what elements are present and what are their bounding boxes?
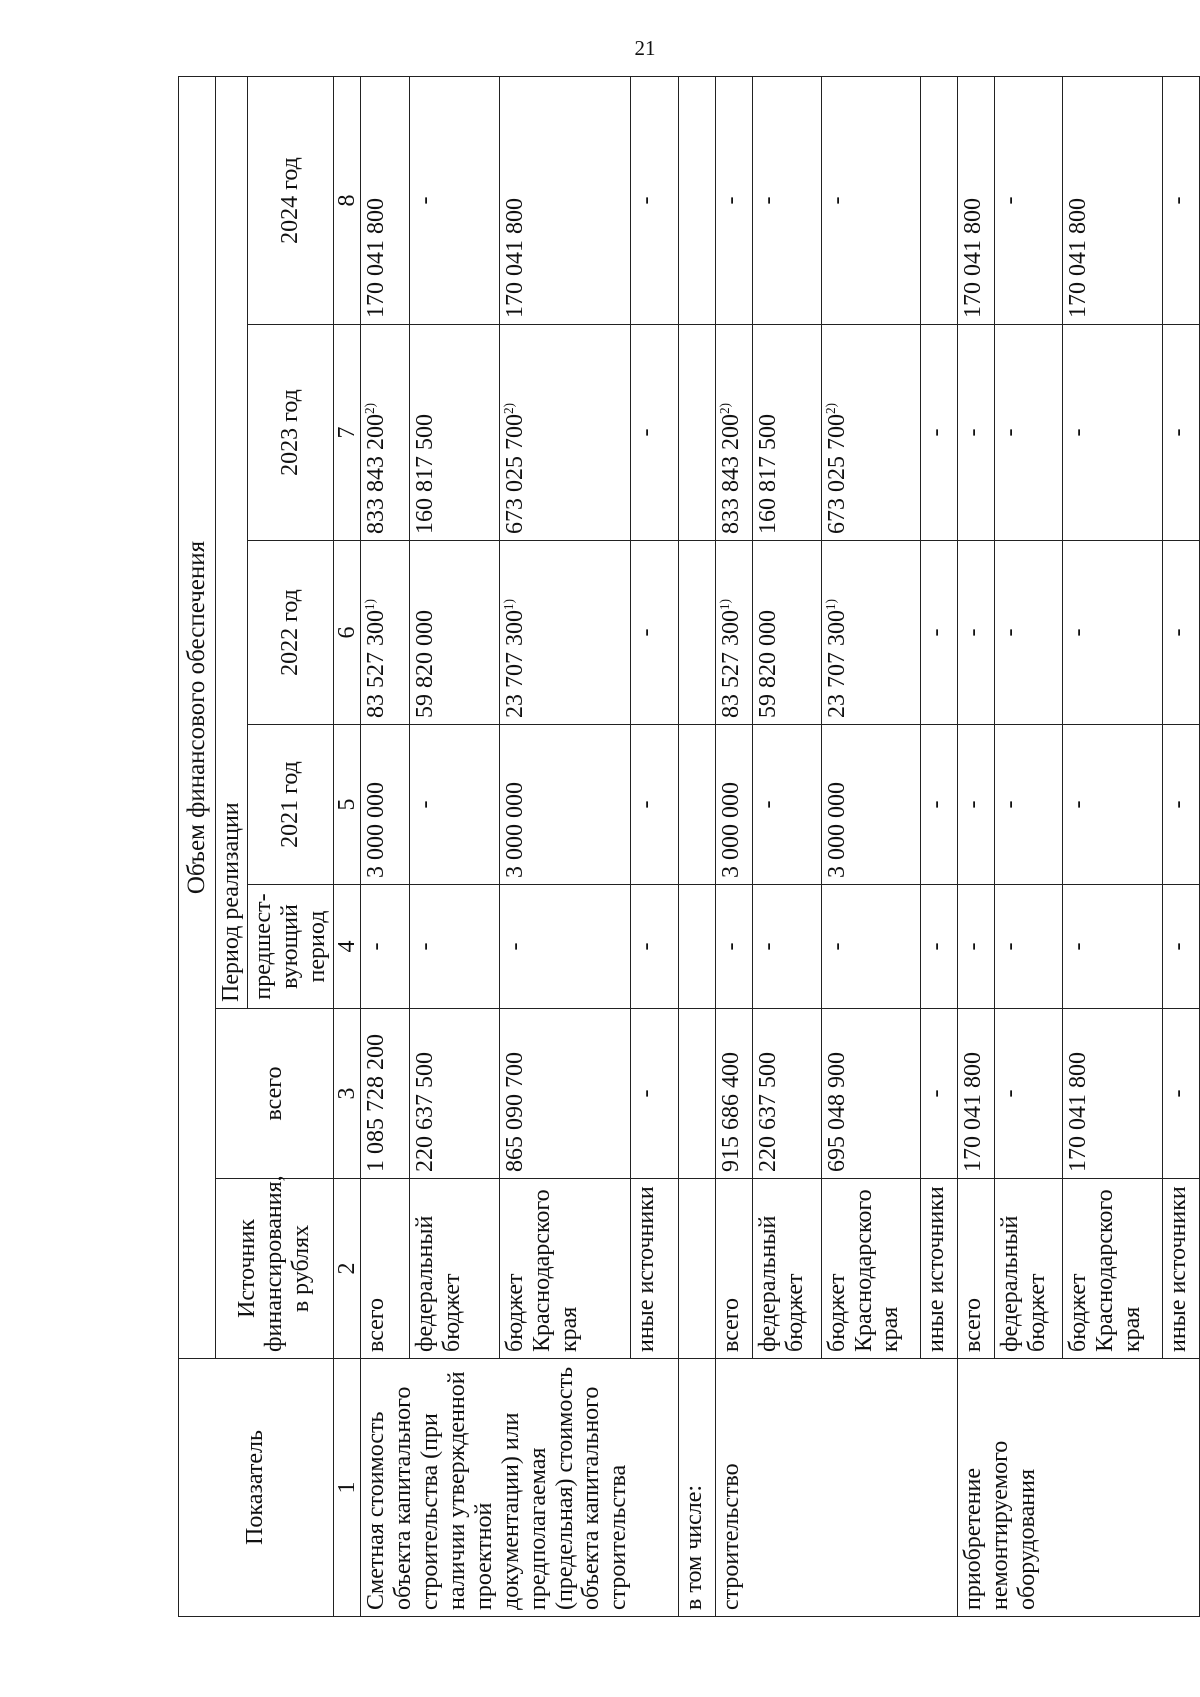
y2023-cell: [716, 325, 753, 541]
cell-value: -: [718, 942, 745, 951]
y2024-cell: [921, 76, 958, 324]
source-cell: иные источники: [1162, 1179, 1199, 1359]
header-previous: предшест-вующий период: [247, 885, 333, 1009]
cell-value: -: [1164, 800, 1191, 809]
cell-value: -: [412, 942, 439, 951]
source-cell: федеральный бюджет: [753, 1179, 821, 1359]
cell-value: -: [923, 942, 950, 951]
cell-value: -: [923, 628, 950, 637]
y2022-cell: [410, 541, 500, 725]
cell-value: 170 041 800: [363, 198, 390, 318]
prev-cell: [958, 885, 995, 1009]
cell-value: -: [412, 800, 439, 809]
cell-value: -: [960, 428, 987, 437]
indicator-cell: строительство: [716, 1359, 958, 1617]
financing-table: [178, 76, 1200, 1617]
empty-cell: [679, 1009, 716, 1179]
cell-value: -: [1065, 628, 1092, 637]
cell-value: -: [363, 942, 390, 951]
cell-value: -: [1164, 196, 1191, 205]
y2023-cell: [821, 325, 920, 541]
footnote-mark: 2): [362, 403, 378, 414]
y2023-cell: [410, 325, 500, 541]
y2024-cell: [753, 76, 821, 324]
cell-value: -: [960, 800, 987, 809]
table-row: [958, 76, 995, 1616]
source-cell: бюджет Краснодарского края: [499, 1179, 630, 1359]
y2021-cell: [716, 725, 753, 885]
cell-value: 220 637 500: [412, 1052, 439, 1172]
prev-cell: [753, 885, 821, 1009]
y2023-cell: [753, 325, 821, 541]
y2024-cell: [958, 76, 995, 324]
footnote-mark: 1): [822, 599, 838, 610]
y2024-cell: [630, 76, 679, 324]
cell-value: -: [718, 196, 745, 205]
cell-value: -: [632, 942, 659, 951]
indicator-cell: Сметная стоимость объекта капитального строительства (при наличии утвержденной проектной документации) или предполагаемая (предельная) стоимость объекта капитального строительства: [361, 1359, 679, 1617]
y2021-cell: [1162, 725, 1199, 885]
prev-cell: [630, 885, 679, 1009]
cell-value: 833 843 200: [363, 414, 390, 534]
y2023-cell: [958, 325, 995, 541]
header-title: Объем финансового обеспечения: [179, 76, 216, 1358]
cell-value: -: [960, 942, 987, 951]
cell-value: -: [1065, 942, 1092, 951]
prev-cell: [410, 885, 500, 1009]
cell-value: -: [632, 1089, 659, 1098]
cell-value: -: [997, 942, 1024, 951]
total-cell: [716, 1009, 753, 1179]
empty-cell: [679, 76, 716, 324]
column-index: 2: [333, 1179, 361, 1359]
y2022-cell: [716, 541, 753, 725]
y2024-cell: [499, 76, 630, 324]
source-cell: иные источники: [921, 1179, 958, 1359]
cell-value: 3 000 000: [823, 782, 850, 878]
source-cell: иные источники: [630, 1179, 679, 1359]
cell-value: -: [997, 428, 1024, 437]
header-2021: 2021 год: [247, 725, 333, 885]
cell-value: 59 820 000: [412, 610, 439, 718]
column-index: 1: [333, 1359, 361, 1617]
total-cell: [995, 1009, 1063, 1179]
cell-value: -: [1164, 428, 1191, 437]
cell-value: 3 000 000: [501, 782, 528, 878]
y2021-cell: [995, 725, 1063, 885]
y2021-cell: [630, 725, 679, 885]
cell-value: -: [1164, 942, 1191, 951]
cell-value: -: [1164, 1089, 1191, 1098]
cell-value: -: [755, 800, 782, 809]
cell-value: 170 041 800: [1065, 198, 1092, 318]
table-row: [716, 76, 753, 1616]
source-cell: всего: [958, 1179, 995, 1359]
cell-value: -: [501, 942, 528, 951]
header-period: Период реализации: [216, 76, 248, 1008]
y2022-cell: [1162, 541, 1199, 725]
cell-value: -: [1065, 800, 1092, 809]
table-body: [361, 76, 1200, 1616]
prev-cell: [716, 885, 753, 1009]
table-row: [679, 76, 716, 1616]
prev-cell: [995, 885, 1063, 1009]
source-cell: федеральный бюджет: [410, 1179, 500, 1359]
cell-value: -: [997, 800, 1024, 809]
financing-table-rotated: [178, 77, 1200, 1617]
y2021-cell: [499, 725, 630, 885]
y2021-cell: [1063, 725, 1162, 885]
column-index: 3: [333, 1009, 361, 1179]
column-index: 4: [333, 885, 361, 1009]
empty-cell: [679, 325, 716, 541]
page-number: 21: [634, 36, 656, 60]
header-total: всего: [216, 1009, 334, 1179]
y2024-cell: [995, 76, 1063, 324]
cell-value: 915 686 400: [718, 1052, 745, 1172]
total-cell: [753, 1009, 821, 1179]
y2024-cell: [1162, 76, 1199, 324]
cell-value: -: [997, 628, 1024, 637]
y2022-cell: [499, 541, 630, 725]
header-source: Источник финансирования, в рублях: [216, 1179, 334, 1359]
cell-value: 83 527 300: [718, 610, 745, 718]
cell-value: -: [1065, 428, 1092, 437]
cell-value: 673 025 700: [823, 414, 850, 534]
y2022-cell: [921, 541, 958, 725]
cell-value: -: [823, 196, 850, 205]
cell-value: 23 707 300: [501, 610, 528, 718]
cell-value: 695 048 900: [823, 1052, 850, 1172]
y2023-cell: [361, 325, 410, 541]
y2021-cell: [361, 725, 410, 885]
cell-value: -: [923, 428, 950, 437]
cell-value: -: [755, 196, 782, 205]
header-2023: 2023 год: [247, 325, 333, 541]
y2021-cell: [958, 725, 995, 885]
total-cell: [1063, 1009, 1162, 1179]
y2022-cell: [630, 541, 679, 725]
y2023-cell: [995, 325, 1063, 541]
y2023-cell: [630, 325, 679, 541]
footnote-mark: 1): [500, 599, 516, 610]
cell-value: 160 817 500: [412, 414, 439, 534]
y2024-cell: [361, 76, 410, 324]
cell-value: 3 000 000: [718, 782, 745, 878]
column-index-row: [333, 76, 361, 1616]
header-2024: 2024 год: [247, 76, 333, 324]
y2023-cell: [499, 325, 630, 541]
total-cell: [921, 1009, 958, 1179]
cell-value: 170 041 800: [1065, 1052, 1092, 1172]
y2022-cell: [821, 541, 920, 725]
empty-cell: [679, 1179, 716, 1359]
cell-value: -: [632, 628, 659, 637]
cell-value: -: [632, 196, 659, 205]
source-cell: федеральный бюджет: [995, 1179, 1063, 1359]
cell-value: -: [823, 942, 850, 951]
cell-value: -: [412, 196, 439, 205]
y2022-cell: [958, 541, 995, 725]
total-cell: [821, 1009, 920, 1179]
y2022-cell: [753, 541, 821, 725]
source-cell: бюджет Краснодарского края: [821, 1179, 920, 1359]
footnote-mark: 2): [822, 403, 838, 414]
y2021-cell: [753, 725, 821, 885]
prev-cell: [361, 885, 410, 1009]
prev-cell: [1063, 885, 1162, 1009]
table-row: [361, 76, 410, 1616]
column-index: 8: [333, 76, 361, 324]
column-index: 7: [333, 325, 361, 541]
cell-value: 59 820 000: [755, 610, 782, 718]
source-cell: бюджет Краснодарского края: [1063, 1179, 1162, 1359]
column-index: 6: [333, 541, 361, 725]
cell-value: 673 025 700: [501, 414, 528, 534]
cell-value: -: [632, 800, 659, 809]
prev-cell: [921, 885, 958, 1009]
y2023-cell: [921, 325, 958, 541]
footnote-mark: 1): [362, 599, 378, 610]
total-cell: [361, 1009, 410, 1179]
cell-value: 833 843 200: [718, 414, 745, 534]
total-cell: [958, 1009, 995, 1179]
cell-value: -: [960, 628, 987, 637]
cell-value: 170 041 800: [501, 198, 528, 318]
cell-value: 220 637 500: [755, 1052, 782, 1172]
y2022-cell: [995, 541, 1063, 725]
total-cell: [630, 1009, 679, 1179]
cell-value: -: [997, 196, 1024, 205]
footnote-mark: 1): [717, 599, 733, 610]
source-cell: всего: [361, 1179, 410, 1359]
cell-value: -: [632, 428, 659, 437]
footnote-mark: 2): [717, 403, 733, 414]
prev-cell: [499, 885, 630, 1009]
column-index: 5: [333, 725, 361, 885]
total-cell: [499, 1009, 630, 1179]
indicator-cell: в том числе:: [679, 1359, 716, 1617]
total-cell: [1162, 1009, 1199, 1179]
cell-value: 1 085 728 200: [363, 1034, 390, 1172]
indicator-cell: приобретение немонтируемого оборудования: [958, 1359, 1200, 1617]
empty-cell: [679, 885, 716, 1009]
cell-value: -: [1164, 628, 1191, 637]
cell-value: -: [755, 942, 782, 951]
y2024-cell: [716, 76, 753, 324]
header-indicator: Показатель: [179, 1359, 334, 1617]
y2022-cell: [361, 541, 410, 725]
y2021-cell: [821, 725, 920, 885]
y2024-cell: [1063, 76, 1162, 324]
y2021-cell: [410, 725, 500, 885]
cell-value: 170 041 800: [960, 1052, 987, 1172]
header-2022: 2022 год: [247, 541, 333, 725]
y2023-cell: [1162, 325, 1199, 541]
cell-value: 160 817 500: [755, 414, 782, 534]
cell-value: -: [923, 800, 950, 809]
prev-cell: [821, 885, 920, 1009]
cell-value: 170 041 800: [960, 198, 987, 318]
total-cell: [410, 1009, 500, 1179]
cell-value: 83 527 300: [363, 610, 390, 718]
y2022-cell: [1063, 541, 1162, 725]
y2021-cell: [921, 725, 958, 885]
empty-cell: [679, 725, 716, 885]
cell-value: 23 707 300: [823, 610, 850, 718]
cell-value: -: [923, 1089, 950, 1098]
source-cell: всего: [716, 1179, 753, 1359]
footnote-mark: 2): [500, 403, 516, 414]
cell-value: -: [997, 1089, 1024, 1098]
cell-value: 3 000 000: [363, 782, 390, 878]
y2023-cell: [1063, 325, 1162, 541]
y2024-cell: [410, 76, 500, 324]
prev-cell: [1162, 885, 1199, 1009]
empty-cell: [679, 541, 716, 725]
y2024-cell: [821, 76, 920, 324]
cell-value: 865 090 700: [501, 1052, 528, 1172]
